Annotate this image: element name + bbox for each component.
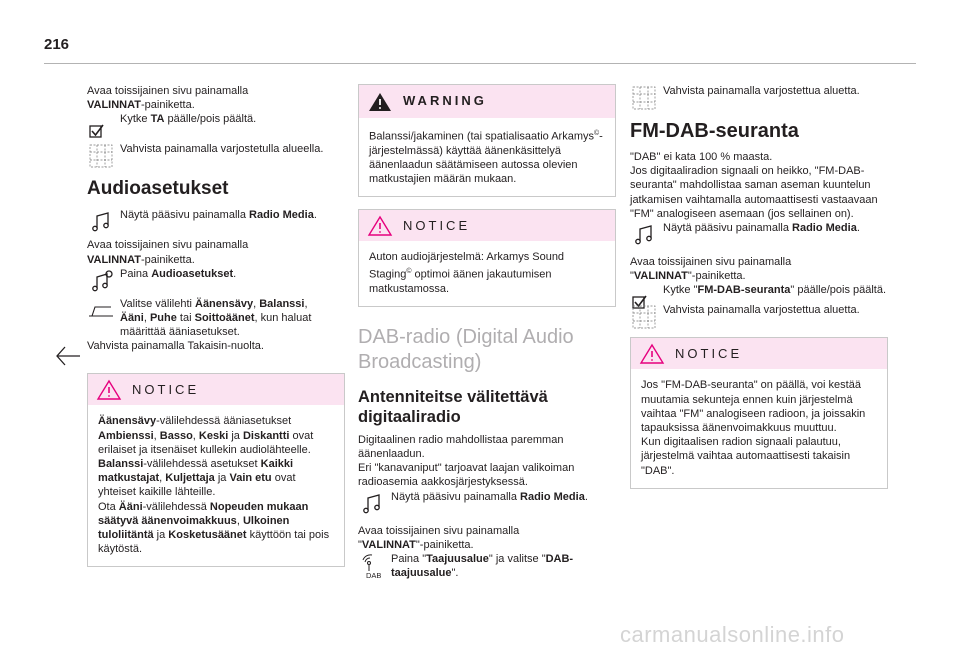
- svg-text:DAB: DAB: [366, 570, 382, 580]
- page-number: 216: [44, 36, 70, 53]
- warning-box: [358, 84, 616, 197]
- instruction-back-arrow: Vahvista painamalla Takaisin-nuolta.: [54, 339, 345, 359]
- warning-body: Balanssi/jakaminen (tai spatialisaatio Arkamys©-järjestelmässä) käyttää äänenkäsittelyä äänenlaadun säätämiseen autossa olevien matkustajien määrän mukaan.: [369, 130, 603, 186]
- paragraph: Digitaalinen radio mahdollistaa paremman äänenlaadun. Eri "kanavaniput" tarjoavat laajan valikoiman radioasemia aakkosjärjestyksessä.: [358, 433, 575, 489]
- column-1: [87, 84, 345, 579]
- shaded-area-icon: [87, 142, 115, 170]
- heading-antenna-digital: Antenniteitse välitettävä digitaaliradio: [358, 387, 548, 426]
- music-note-icon: [87, 208, 115, 236]
- notice-body: Äänensävy-välilehdessä ääniasetukset Ambienssi, Basso, Keski ja Diskantti ovat erilaiset ja itsenäiset kullekin audiolähteelle. Balanssi-välilehdessä asetukset Kaikki matkustajat, Kuljettaja ja Vain etu ovat yhteiset kaikille lähteille. Ota Ääni-välilehdessä Nopeuden mukaan säätyvä äänenvoimakkuus, Ulkoinen tuloliitäntä ja Kosketusäänet käyttöön tai pois käytöstä.: [98, 415, 330, 556]
- music-note-icon: [630, 221, 658, 249]
- instruction-radio-media: Näytä pääsivu painamalla Radio Media.: [630, 221, 888, 241]
- notice-box: [630, 337, 888, 488]
- column-3: [630, 84, 888, 501]
- music-note-icon: [358, 490, 386, 518]
- paragraph: "DAB" ei kata 100 % maasta. Jos digitaaliradion signaali on heikko, "FM-DAB-seuranta" mahdollistaa saman aseman kuuntelun jatkamisen vaihtamalla automaattisesti vastaavaan "FM" analogiseen asemaan (jos sellainen on).: [630, 151, 878, 220]
- paragraph: Avaa toissijainen sivu painamalla VALINNAT-painiketta.: [87, 85, 249, 112]
- audio-settings-icon: [87, 267, 115, 295]
- checkbox-icon: [87, 112, 115, 140]
- instruction-radio-media: Näytä pääsivu painamalla Radio Media.: [358, 490, 616, 510]
- paragraph: Avaa toissijainen sivu painamalla "VALINNAT"-painiketta.: [358, 524, 520, 551]
- column-2: [358, 84, 616, 590]
- instruction-radio-media: Näytä pääsivu painamalla Radio Media.: [87, 208, 345, 228]
- warning-header: WARNING: [359, 85, 615, 118]
- notice-body: Jos "FM-DAB-seuranta" on päällä, voi kestää muutamia sekunteja ennen kuin järjestelmä vaihtaa "FM" analogiseen radioon, ja joissakin tapauksissa äänenvoimakkuus muuttuu. Kun digitaalisen radion signaali palautuu, järjestelmä vaihtaa automaattisesti takaisin "DAB".: [641, 379, 866, 477]
- heading-audio-settings: Audioasetukset: [87, 178, 229, 200]
- shaded-area-icon: [630, 84, 658, 112]
- heading-fm-dab: FM-DAB-seuranta: [630, 120, 799, 142]
- instruction-audio-settings: Paina Audioasetukset.: [87, 267, 345, 287]
- watermark: carmanualsonline.info: [620, 622, 845, 647]
- notice-box: [87, 373, 345, 567]
- instruction-toggle-ta: Kytke TA päälle/pois päältä.: [87, 112, 345, 132]
- dab-antenna-icon: [358, 552, 386, 580]
- instruction-select-tab: Valitse välilehti Äänensävy, Balanssi, Ääni, Puhe tai Soittoäänet, kun haluat määrittää ääniasetukset.: [87, 297, 345, 340]
- instruction-toggle-fm-dab: Kytke "FM-DAB-seuranta" päälle/pois päältä.: [630, 283, 888, 303]
- warning-triangle-icon: [367, 215, 393, 237]
- instruction-confirm: Vahvista painamalla varjostettua aluetta.: [630, 84, 888, 104]
- notice-header: NOTICE: [631, 338, 887, 369]
- warning-triangle-icon: [96, 379, 122, 401]
- top-divider: [44, 63, 916, 64]
- notice-header: NOTICE: [88, 374, 344, 405]
- back-arrow-icon: [54, 341, 82, 369]
- instruction-band: DAB Paina "Taajuusalue" ja valitse "DAB-taajuusalue".: [358, 552, 616, 580]
- instruction-confirm: Vahvista painamalla varjostettua aluetta.: [630, 303, 888, 323]
- heading-dab-radio: DAB-radio (Digital Audio Broadcasting): [358, 325, 574, 373]
- notice-body: Auton audiojärjestelmä: Arkamys Sound Staging© optimoi äänen jakautumisen matkustamossa.: [369, 251, 565, 295]
- paragraph: Avaa toissijainen sivu painamalla VALINNAT-painiketta.: [87, 239, 249, 266]
- notice-header: NOTICE: [359, 210, 615, 241]
- notice-box: [358, 209, 616, 306]
- warning-triangle-icon: [367, 91, 393, 113]
- paragraph: Avaa toissijainen sivu painamalla "VALINNAT"-painiketta.: [630, 256, 792, 283]
- instruction-confirm: Vahvista painamalla varjostetulla alueella.: [87, 142, 345, 162]
- warning-triangle-icon: [639, 343, 665, 365]
- shaded-area-icon: [630, 303, 658, 331]
- tab-icon: [87, 297, 115, 325]
